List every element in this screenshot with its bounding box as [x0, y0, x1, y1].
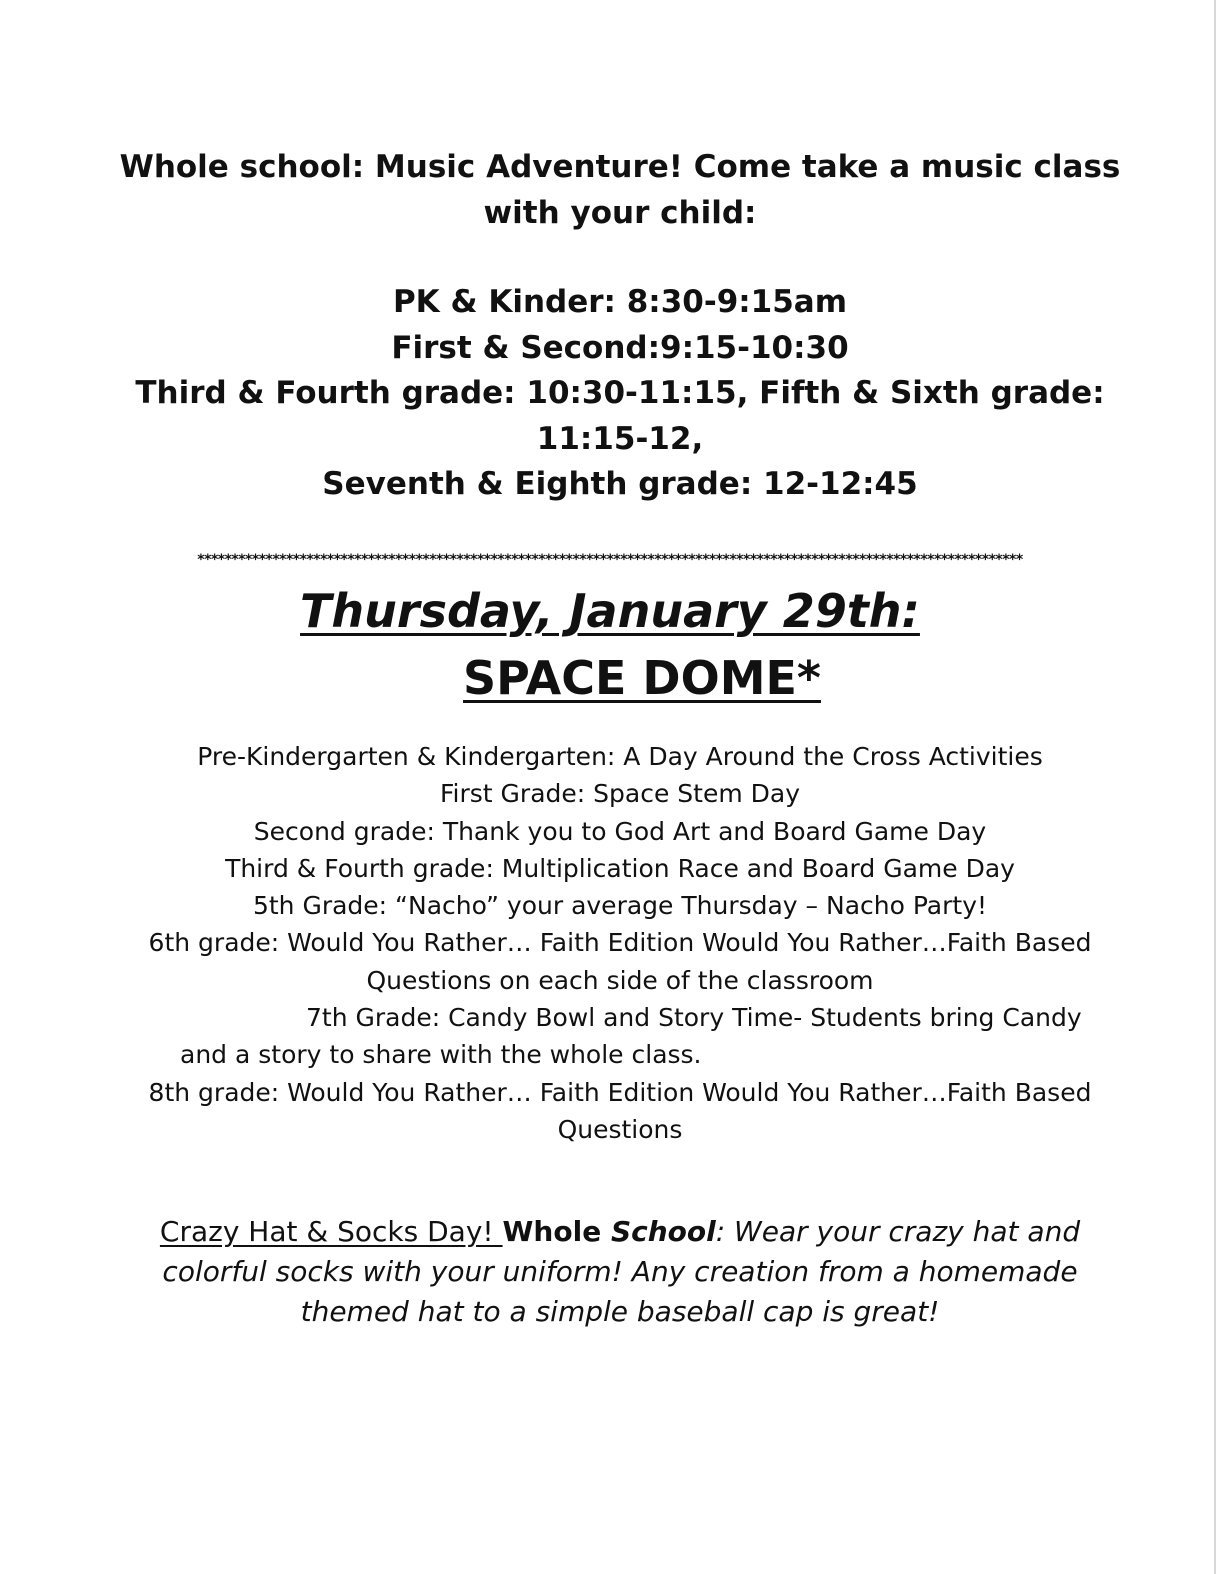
activity-pk-kinder: Pre-Kindergarten & Kindergarten: A Day Around the Cross Activities [197, 742, 1043, 771]
star-divider: ************************************************************************************************************************* [197, 552, 1023, 568]
crazy-day-description: : Wear your crazy hat and colorful socks with your uniform! Any creation from a homemade themed hat to a simple baseball cap is great! [162, 1215, 1081, 1328]
music-time-seventh-eighth: Seventh & Eighth grade: 12-12:45 [322, 466, 918, 502]
activity-eighth-grade: 8th grade: Would You Rather… Faith Edition Would You Rather…Faith Based Questions [148, 1077, 1092, 1144]
crazy-day-label: Crazy Hat & Socks Day! [159, 1215, 503, 1248]
crazy-day-school: School [610, 1215, 716, 1248]
day-title [0, 580, 1220, 642]
activity-seventh-grade: 7th Grade: Candy Bowl and Story Time- Students bring Candy and a story to share with the whole class. [180, 1003, 1082, 1070]
day-subtitle-text: SPACE DOME* [463, 651, 821, 705]
activity-fifth-grade: 5th Grade: “Nacho” your average Thursday – Nacho Party! [252, 891, 988, 921]
music-schedule [130, 280, 1110, 508]
crazy-day-whole: Whole [502, 1215, 611, 1248]
grade-activities [130, 738, 1110, 1148]
activity-first-grade: First Grade: Space Stem Day [440, 779, 800, 809]
crazy-hat-socks-day [110, 1212, 1130, 1332]
activity-third-fourth-grade: Third & Fourth grade: Multiplication Race and Board Game Day [225, 853, 1015, 883]
music-time-third-sixth: Third & Fourth grade: 10:30-11:15, Fifth & Sixth grade: 11:15-12, [135, 375, 1105, 457]
activity-second-grade: Second grade: Thank you to God Art and Board Game Day [253, 816, 987, 846]
activity-sixth-grade: 6th grade: Would You Rather… Faith Edition Would You Rather…Faith Based Questions on each side of the classroom [148, 928, 1092, 995]
music-time-first-second: First & Second:9:15-10:30 [391, 329, 849, 366]
page-edge [1214, 0, 1216, 1574]
day-title-text: Thursday, January 29th: [300, 584, 920, 638]
music-time-pk-kinder: PK & Kinder: 8:30-9:15am [392, 284, 848, 320]
music-intro: Whole school: Music Adventure! Come take a music class with your child: [119, 149, 1121, 231]
day-subtitle [32, 647, 1220, 709]
